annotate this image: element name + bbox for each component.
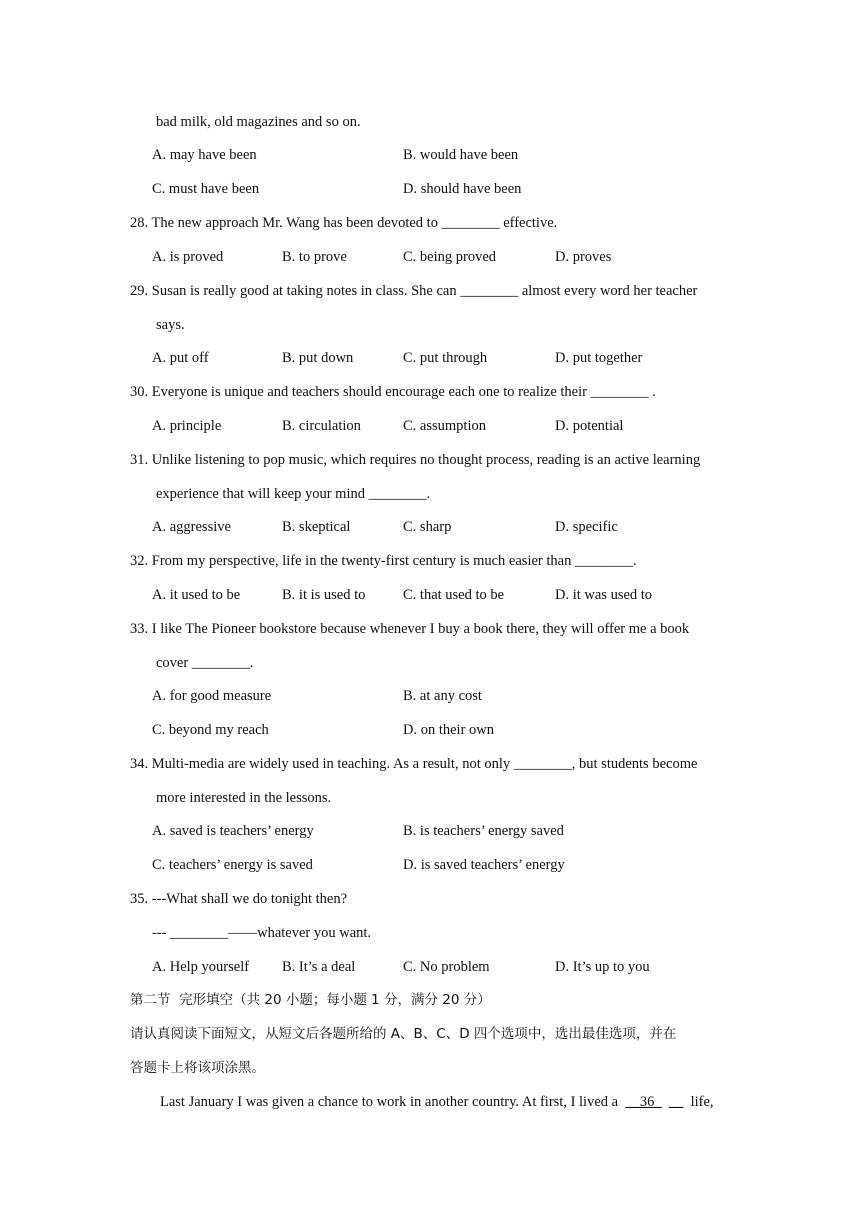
q28-stem: 28. The new approach Mr. Wang has been devoted to ________ effective. — [130, 215, 558, 231]
q33-option-b: B. at any cost — [403, 688, 482, 704]
passage-first-line — [160, 1092, 714, 1112]
q28-option-b: B. to prove — [282, 249, 347, 265]
q27-option-d: D. should have been — [403, 181, 522, 197]
q33-option-a: A. for good measure — [152, 688, 272, 704]
q31-stem: 31. Unlike listening to pop music, which requires no thought process, reading is an active learning — [130, 452, 701, 468]
q31-option-a: A. aggressive — [152, 519, 231, 535]
q32-option-b: B. it is used to — [282, 587, 366, 603]
q29-option-d: D. put together — [555, 350, 643, 366]
q32-option-c: C. that used to be — [403, 587, 505, 603]
q31-option-d: D. specific — [555, 519, 618, 535]
passage-text-end: life, — [690, 1094, 714, 1110]
q30-option-c: C. assumption — [403, 418, 486, 434]
q34-continuation: more interested in the lessons. — [156, 790, 332, 806]
q34-option-c: C. teachers’ energy is saved — [152, 857, 313, 873]
q32-option-d: D. it was used to — [555, 587, 653, 603]
q28-option-c: C. being proved — [403, 249, 497, 265]
q31-continuation: experience that will keep your mind ________. — [156, 486, 431, 502]
q29-option-c: C. put through — [403, 350, 488, 366]
q27-option-a: A. may have been — [152, 147, 257, 163]
blank-36: __36_ — [625, 1094, 662, 1110]
q34-stem: 34. Multi-media are widely used in teaching. As a result, not only ________, but students become — [130, 756, 698, 772]
section-instructions-line1: 请认真阅读下面短文，从短文后各题所给的 A、B、C、D 四个选项中，选出最佳选项，并在 — [130, 1026, 677, 1042]
q33-option-d: D. on their own — [403, 722, 495, 738]
q34-option-a: A. saved is teachers’ energy — [152, 823, 314, 839]
q32-option-a: A. it used to be — [152, 587, 241, 603]
blank-36-number: 36 — [639, 1094, 655, 1110]
q27-option-b: B. would have been — [403, 147, 519, 163]
q30-stem: 30. Everyone is unique and teachers should encourage each one to realize their ________ . — [130, 384, 656, 400]
q33-option-c: C. beyond my reach — [152, 722, 269, 738]
q29-option-b: B. put down — [282, 350, 354, 366]
q35-option-b: B. It’s a deal — [282, 959, 356, 975]
q35-option-a: A. Help yourself — [152, 959, 250, 975]
q35-reply: --- ________——whatever you want. — [152, 925, 372, 941]
q30-option-d: D. potential — [555, 418, 624, 434]
q35-option-d: D. It’s up to you — [555, 959, 650, 975]
q30-option-a: A. principle — [152, 418, 222, 434]
section-instructions-line2: 答题卡上将该项涂黑。 — [130, 1060, 265, 1076]
q28-option-d: D. proves — [555, 249, 612, 265]
q34-option-b: B. is teachers’ energy saved — [403, 823, 564, 839]
q29-option-a: A. put off — [152, 350, 209, 366]
q31-option-c: C. sharp — [403, 519, 452, 535]
q33-continuation: cover ________. — [156, 655, 254, 671]
passage-text-start: Last January I was given a chance to work in another country. At first, I lived a — [160, 1094, 619, 1110]
q29-stem: 29. Susan is really good at taking notes in class. She can ________ almost every word her teacher — [130, 283, 698, 299]
q27-option-c: C. must have been — [152, 181, 260, 197]
q27-continuation: bad milk, old magazines and so on. — [156, 114, 361, 130]
q34-option-d: D. is saved teachers’ energy — [403, 857, 565, 873]
section-heading: 第二节 完形填空（共 20 小题；每小题 1 分，满分 20 分） — [130, 992, 491, 1008]
blank-36-tail: __ — [668, 1094, 684, 1110]
q30-option-b: B. circulation — [282, 418, 361, 434]
q31-option-b: B. skeptical — [282, 519, 351, 535]
q29-continuation: says. — [156, 317, 185, 333]
q35-option-c: C. No problem — [403, 959, 490, 975]
q32-stem: 32. From my perspective, life in the twenty-first century is much easier than ________. — [130, 553, 637, 569]
q35-stem: 35. ---What shall we do tonight then? — [130, 891, 348, 907]
q28-option-a: A. is proved — [152, 249, 224, 265]
q33-stem: 33. I like The Pioneer bookstore because whenever I buy a book there, they will offer me a book — [130, 621, 690, 637]
